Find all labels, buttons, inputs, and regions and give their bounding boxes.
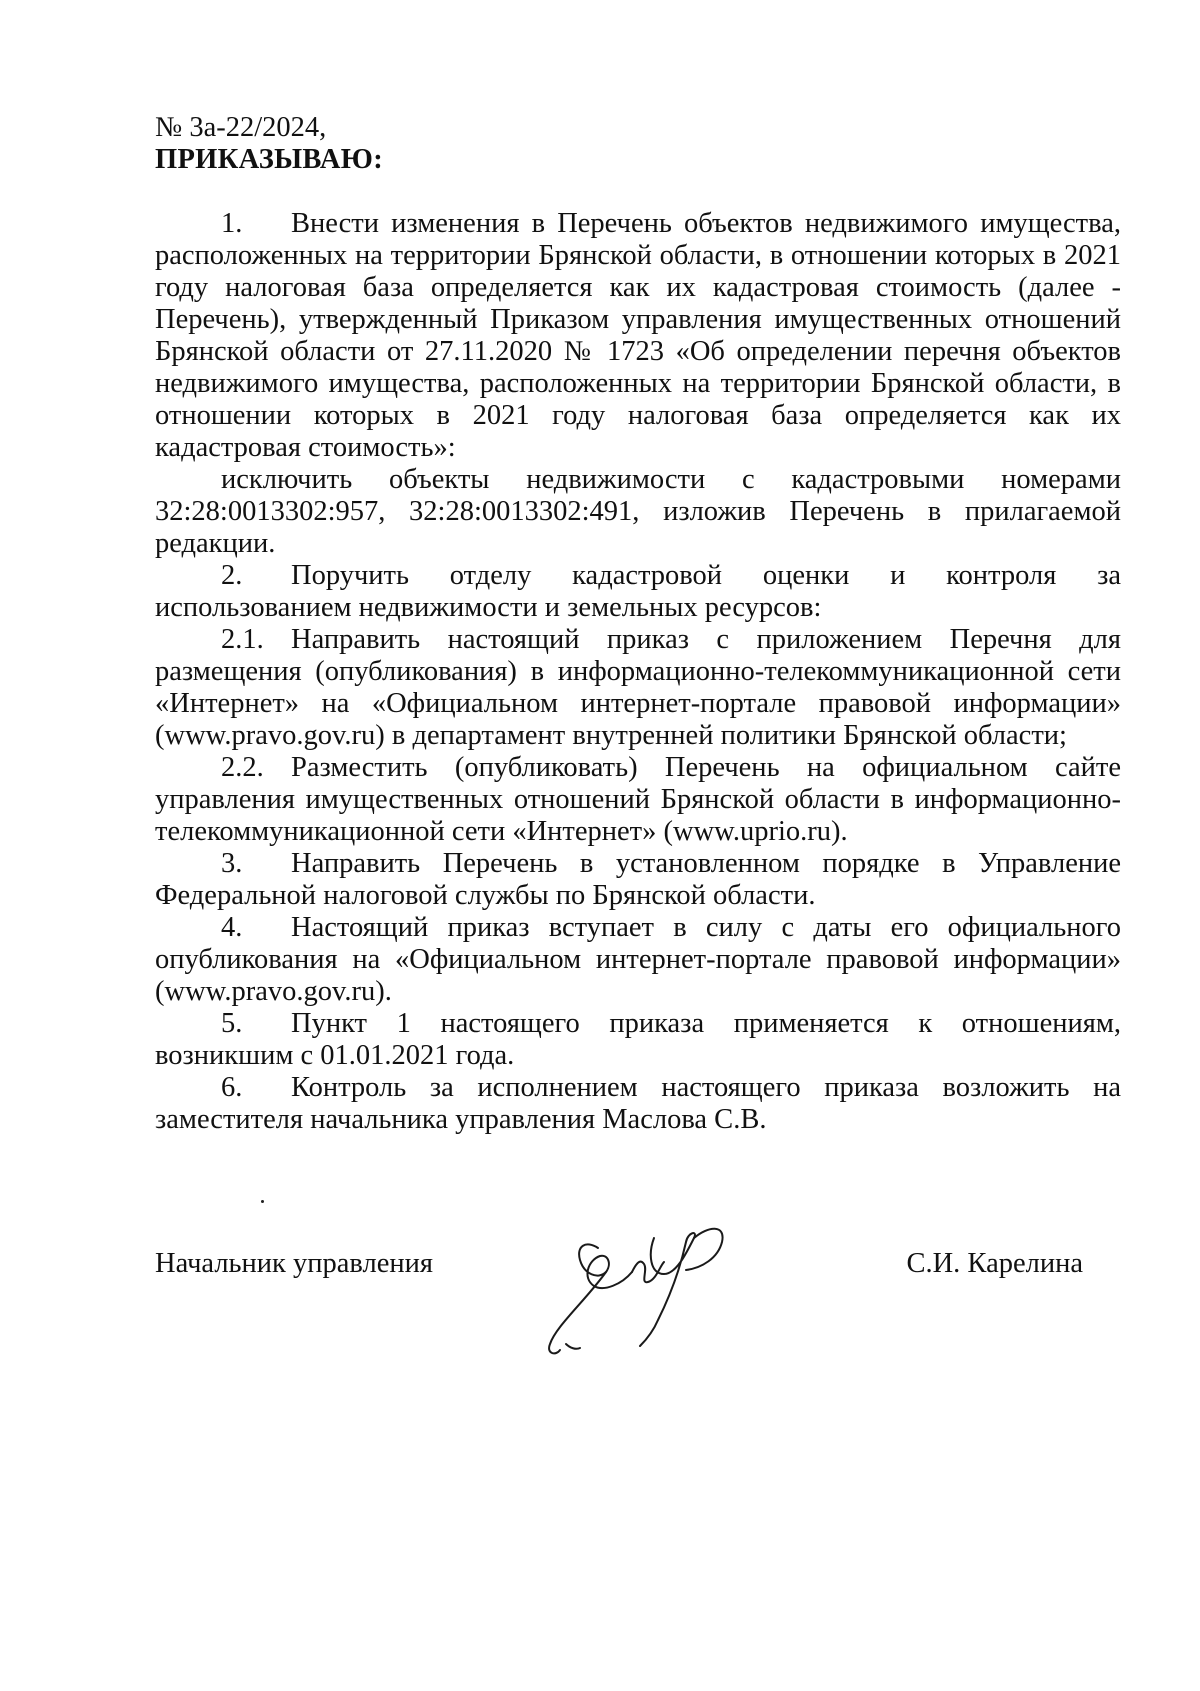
paragraph-text: Настоящий приказ вступает в силу с даты его официального опубликования на «Официальном интернет-портале правовой информации» (www.pravo.gov.ru). — [155, 912, 1121, 1007]
paragraph-2-1 — [155, 624, 1121, 752]
paragraph-text: Контроль за исполнением настоящего приказа возложить на заместителя начальника управления Маслова С.В. — [155, 1072, 1121, 1135]
paragraph-3 — [155, 848, 1121, 912]
paragraph-text: Поручить отделу кадастровой оценки и контроля за использованием недвижимости и земельных ресурсов: — [155, 560, 1121, 623]
paragraph-5 — [155, 1008, 1121, 1072]
paragraph-2-2 — [155, 752, 1121, 848]
paragraph-text: Направить Перечень в установленном порядке в Управление Федеральной налоговой службы по Брянской области. — [155, 848, 1121, 911]
paragraph-4 — [155, 912, 1121, 1008]
paragraph-number: 2. — [221, 560, 243, 591]
paragraph-number: 2.1. — [221, 624, 264, 655]
signatory-name: С.И. Карелина — [906, 1248, 1083, 1279]
document-body — [155, 112, 1121, 1136]
paragraph-number: 3. — [221, 848, 243, 879]
paragraph-1-exclusion — [155, 464, 1121, 560]
paragraph-text: Внести изменения в Перечень объектов недвижимого имущества, расположенных на территории Брянской области, в отношении которых в 2021 году налоговая база определяется как их кадастровая стоимость (далее - Перечень), утвержденный Приказом управления имущественных отношений Брянской области от 27.11.2020 № 1723 «Об определении перечня объектов недвижимого имущества, расположенных на территории Брянской области, в отношении которых в 2021 году налоговая база определяется как их кадастровая стоимость»: — [155, 208, 1121, 463]
paragraph-number: 4. — [221, 912, 243, 943]
paragraph-text: Разместить (опубликовать) Перечень на официальном сайте управления имущественных отношений Брянской области в информационно-телекоммуникационной сети «Интернет» (www.uprio.ru). — [155, 752, 1121, 847]
paragraph-1 — [155, 208, 1121, 464]
paragraph-text: Пункт 1 настоящего приказа применяется к отношениям, возникшим с 01.01.2021 года. — [155, 1008, 1121, 1071]
signatory-position: Начальник управления — [155, 1248, 433, 1279]
paragraph-number: 1. — [221, 208, 243, 239]
paragraph-6 — [155, 1072, 1121, 1136]
paragraph-text: исключить объекты недвижимости с кадастровыми номерами 32:28:0013302:957, 32:28:0013302:491, изложив Перечень в прилагаемой редакции. — [155, 464, 1121, 559]
handwritten-signature — [536, 1208, 756, 1358]
paragraph-text: Направить настоящий приказ с приложением Перечня для размещения (опубликования) в информационно-телекоммуникационной сети «Интернет» на «Официальном интернет-портале правовой информации» (www.pravo.gov.ru) в департамент внутренней политики Брянской области; — [155, 624, 1121, 751]
scan-speck — [261, 1200, 264, 1203]
order-heading: ПРИКАЗЫВАЮ: — [155, 144, 383, 175]
case-number: № 3а-22/2024, — [155, 112, 327, 143]
paragraph-2 — [155, 560, 1121, 624]
paragraph-number: 2.2. — [221, 752, 264, 783]
paragraph-number: 5. — [221, 1008, 243, 1039]
paragraph-number: 6. — [221, 1072, 243, 1103]
